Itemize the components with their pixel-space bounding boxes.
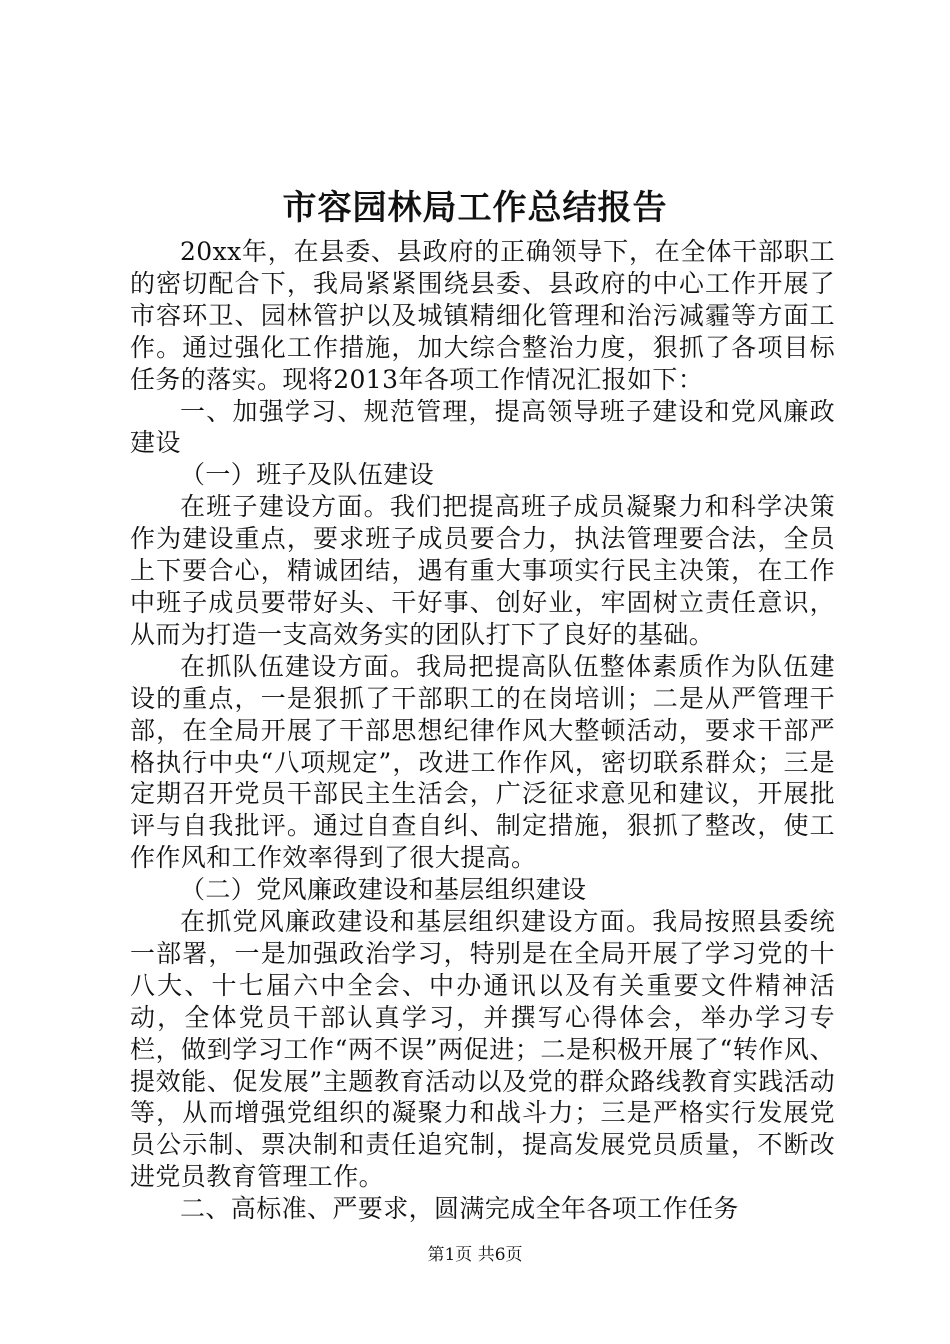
body-paragraph: 在抓党风廉政建设和基层组织建设方面。我局按照县委统一部署，一是加强政治学习，特别是在全局开展了学习党的十八大、十七届六中全会、中办通讯以及有关重要文件精神活动，全体党员干部认真学习，并撰写心得体会，举办学习专栏，做到学习工作“两不误”两促进；二是积极开展了“转作风、提效能、促发展”主题教育活动以及党的群众路线教育实践活动等，从而增强党组织的凝聚力和战斗力；三是严格实行发展党员公示制、票决制和责任追究制，提高发展党员质量，不断改进党员教育管理工作。 <box>130 907 835 1192</box>
document-body <box>130 236 835 1225</box>
body-paragraph: 在班子建设方面。我们把提高班子成员凝聚力和科学决策作为建设重点，要求班子成员要合力，执法管理要合法，全员上下要合心，精诚团结，遇有重大事项实行民主决策，在工作中班子成员要带好头、干好事、创好业，牢固树立责任意识，从而为打造一支高效务实的团队打下了良好的基础。 <box>130 492 835 649</box>
document-title: 市容园林局工作总结报告 <box>282 188 668 228</box>
section-heading-2: 二、高标准、严要求，圆满完成全年各项工作任务 <box>180 1194 739 1224</box>
subsection-heading-1: （一）班子及队伍建设 <box>180 460 435 490</box>
page-number: 第1页 共6页 <box>427 1245 523 1265</box>
section-heading-1: 一、加强学习、规范管理，提高领导班子建设和党风廉政建设 <box>130 396 835 458</box>
intro-paragraph: 20xx年，在县委、县政府的正确领导下，在全体干部职工的密切配合下，我局紧紧围绕县委、县政府的中心工作开展了市容环卫、园林管护以及城镇精细化管理和治污减霾等方面工作。通过强化工作措施，加大综合整治力度，狠抓了各项目标任务的落实。现将2013年各项工作情况汇报如下： <box>130 237 835 394</box>
body-paragraph: 在抓队伍建设方面。我局把提高队伍整体素质作为队伍建设的重点，一是狠抓了干部职工的在岗培训；二是从严管理干部，在全局开展了干部思想纪律作风大整顿活动，要求干部严格执行中央“八项规定”，改进工作作风，密切联系群众；三是定期召开党员干部民主生活会，广泛征求意见和建议，开展批评与自我批评。通过自查自纠、制定措施，狠抓了整改，使工作作风和工作效率得到了很大提高。 <box>130 651 835 873</box>
subsection-heading-2: （二）党风廉政建设和基层组织建设 <box>180 875 587 905</box>
